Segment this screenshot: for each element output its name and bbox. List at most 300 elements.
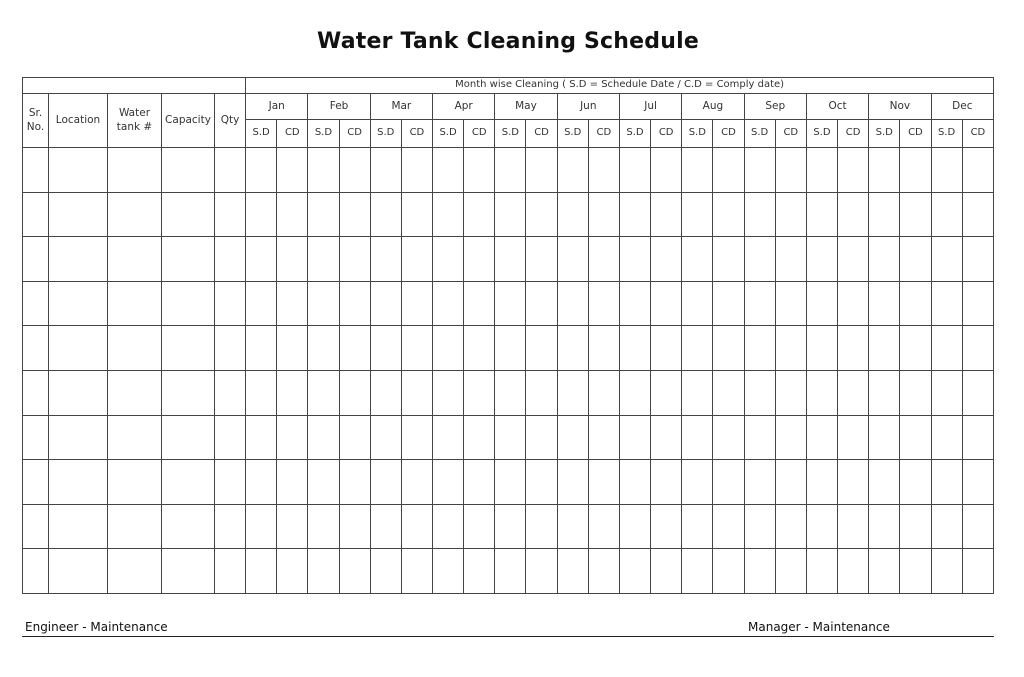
table-cell[interactable] bbox=[619, 326, 650, 371]
table-cell[interactable] bbox=[900, 326, 931, 371]
table-cell[interactable] bbox=[619, 192, 650, 237]
table-cell[interactable] bbox=[162, 148, 215, 193]
table-cell[interactable] bbox=[962, 415, 994, 460]
table-cell[interactable] bbox=[308, 326, 339, 371]
table-cell[interactable] bbox=[108, 192, 162, 237]
table-cell[interactable] bbox=[339, 281, 370, 326]
table-cell[interactable] bbox=[588, 415, 619, 460]
table-cell[interactable] bbox=[246, 237, 277, 282]
table-cell[interactable] bbox=[49, 415, 108, 460]
table-cell[interactable] bbox=[339, 192, 370, 237]
table-cell[interactable] bbox=[215, 460, 246, 505]
table-cell[interactable] bbox=[23, 415, 49, 460]
table-cell[interactable] bbox=[495, 192, 526, 237]
table-cell[interactable] bbox=[744, 326, 775, 371]
manager-signature-label: Manager - Maintenance bbox=[748, 620, 890, 634]
table-cell[interactable] bbox=[838, 415, 869, 460]
table-cell[interactable] bbox=[962, 192, 994, 237]
table-cell[interactable] bbox=[869, 460, 900, 505]
table-cell[interactable] bbox=[557, 237, 588, 282]
table-cell[interactable] bbox=[370, 460, 401, 505]
table-cell[interactable] bbox=[557, 326, 588, 371]
table-cell[interactable] bbox=[682, 148, 713, 193]
table-cell[interactable] bbox=[838, 281, 869, 326]
table-cell[interactable] bbox=[900, 281, 931, 326]
table-cell[interactable] bbox=[370, 148, 401, 193]
table-cell[interactable] bbox=[744, 370, 775, 415]
table-cell[interactable] bbox=[526, 281, 557, 326]
table-cell[interactable] bbox=[401, 281, 432, 326]
table-cell[interactable] bbox=[682, 460, 713, 505]
table-cell[interactable] bbox=[162, 281, 215, 326]
table-cell[interactable] bbox=[339, 148, 370, 193]
table-cell[interactable] bbox=[464, 192, 495, 237]
table-cell[interactable] bbox=[713, 549, 744, 594]
table-cell[interactable] bbox=[931, 326, 962, 371]
table-cell[interactable] bbox=[588, 504, 619, 549]
table-cell[interactable] bbox=[495, 370, 526, 415]
table-cell[interactable] bbox=[495, 415, 526, 460]
table-cell[interactable] bbox=[108, 237, 162, 282]
table-cell[interactable] bbox=[713, 148, 744, 193]
table-cell[interactable] bbox=[806, 504, 837, 549]
table-cell[interactable] bbox=[49, 460, 108, 505]
table-cell[interactable] bbox=[713, 192, 744, 237]
table-cell[interactable] bbox=[495, 326, 526, 371]
table-cell[interactable] bbox=[651, 281, 682, 326]
table-cell[interactable] bbox=[775, 415, 806, 460]
table-cell[interactable] bbox=[682, 504, 713, 549]
table-cell[interactable] bbox=[401, 237, 432, 282]
table-cell[interactable] bbox=[108, 370, 162, 415]
month-header-oct: Oct bbox=[806, 94, 868, 120]
table-cell[interactable] bbox=[775, 326, 806, 371]
table-cell[interactable] bbox=[806, 192, 837, 237]
table-cell[interactable] bbox=[931, 370, 962, 415]
table-cell[interactable] bbox=[464, 281, 495, 326]
table-cell[interactable] bbox=[495, 549, 526, 594]
table-cell[interactable] bbox=[651, 549, 682, 594]
table-cell[interactable] bbox=[931, 415, 962, 460]
table-cell[interactable] bbox=[308, 192, 339, 237]
table-cell[interactable] bbox=[931, 237, 962, 282]
table-cell[interactable] bbox=[838, 504, 869, 549]
table-cell[interactable] bbox=[433, 460, 464, 505]
table-cell[interactable] bbox=[806, 460, 837, 505]
table-cell[interactable] bbox=[651, 504, 682, 549]
table-cell[interactable] bbox=[433, 326, 464, 371]
table-cell[interactable] bbox=[308, 237, 339, 282]
table-cell[interactable] bbox=[869, 326, 900, 371]
table-cell[interactable] bbox=[713, 326, 744, 371]
table-cell[interactable] bbox=[277, 192, 308, 237]
table-cell[interactable] bbox=[433, 148, 464, 193]
table-cell[interactable] bbox=[931, 549, 962, 594]
table-cell[interactable] bbox=[869, 504, 900, 549]
table-cell[interactable] bbox=[308, 370, 339, 415]
table-cell[interactable] bbox=[526, 549, 557, 594]
table-cell[interactable] bbox=[108, 415, 162, 460]
table-cell[interactable] bbox=[838, 326, 869, 371]
table-cell[interactable] bbox=[401, 192, 432, 237]
table-cell[interactable] bbox=[162, 370, 215, 415]
table-cell[interactable] bbox=[962, 326, 994, 371]
table-cell[interactable] bbox=[869, 549, 900, 594]
table-cell[interactable] bbox=[682, 370, 713, 415]
table-cell[interactable] bbox=[713, 237, 744, 282]
table-cell[interactable] bbox=[495, 148, 526, 193]
table-cell[interactable] bbox=[651, 192, 682, 237]
table-cell[interactable] bbox=[619, 504, 650, 549]
table-cell[interactable] bbox=[277, 549, 308, 594]
table-cell[interactable] bbox=[246, 549, 277, 594]
table-cell[interactable] bbox=[931, 192, 962, 237]
table-cell[interactable] bbox=[775, 237, 806, 282]
table-cell[interactable] bbox=[526, 237, 557, 282]
table-cell[interactable] bbox=[900, 460, 931, 505]
table-row bbox=[23, 549, 994, 594]
table-cell[interactable] bbox=[108, 326, 162, 371]
table-cell[interactable] bbox=[308, 281, 339, 326]
table-cell[interactable] bbox=[869, 237, 900, 282]
table-cell[interactable] bbox=[775, 148, 806, 193]
table-cell[interactable] bbox=[619, 370, 650, 415]
table-cell[interactable] bbox=[619, 237, 650, 282]
table-cell[interactable] bbox=[838, 460, 869, 505]
table-cell[interactable] bbox=[619, 415, 650, 460]
table-cell[interactable] bbox=[277, 504, 308, 549]
table-cell[interactable] bbox=[49, 549, 108, 594]
table-cell[interactable] bbox=[713, 504, 744, 549]
table-cell[interactable] bbox=[370, 370, 401, 415]
table-cell[interactable] bbox=[931, 281, 962, 326]
table-cell[interactable] bbox=[651, 237, 682, 282]
table-cell[interactable] bbox=[162, 326, 215, 371]
table-cell[interactable] bbox=[215, 549, 246, 594]
table-cell[interactable] bbox=[49, 148, 108, 193]
table-cell[interactable] bbox=[775, 549, 806, 594]
table-cell[interactable] bbox=[744, 460, 775, 505]
table-cell[interactable] bbox=[495, 460, 526, 505]
table-cell[interactable] bbox=[108, 148, 162, 193]
table-cell[interactable] bbox=[869, 370, 900, 415]
table-cell[interactable] bbox=[339, 504, 370, 549]
table-cell[interactable] bbox=[108, 281, 162, 326]
table-cell[interactable] bbox=[775, 281, 806, 326]
table-cell[interactable] bbox=[277, 370, 308, 415]
table-cell[interactable] bbox=[464, 504, 495, 549]
table-cell[interactable] bbox=[962, 460, 994, 505]
table-cell[interactable] bbox=[838, 370, 869, 415]
table-cell[interactable] bbox=[900, 237, 931, 282]
table-cell[interactable] bbox=[526, 415, 557, 460]
table-cell[interactable] bbox=[806, 415, 837, 460]
table-cell[interactable] bbox=[588, 148, 619, 193]
table-cell[interactable] bbox=[308, 460, 339, 505]
table-cell[interactable] bbox=[962, 549, 994, 594]
table-cell[interactable] bbox=[806, 148, 837, 193]
table-cell[interactable] bbox=[23, 237, 49, 282]
table-cell[interactable] bbox=[162, 549, 215, 594]
table-cell[interactable] bbox=[931, 148, 962, 193]
table-cell[interactable] bbox=[339, 326, 370, 371]
table-cell[interactable] bbox=[557, 415, 588, 460]
table-cell[interactable] bbox=[433, 281, 464, 326]
table-cell[interactable] bbox=[588, 237, 619, 282]
table-cell[interactable] bbox=[215, 192, 246, 237]
table-cell[interactable] bbox=[744, 549, 775, 594]
table-cell[interactable] bbox=[588, 460, 619, 505]
table-cell[interactable] bbox=[588, 549, 619, 594]
table-cell[interactable] bbox=[775, 192, 806, 237]
table-cell[interactable] bbox=[806, 370, 837, 415]
table-cell[interactable] bbox=[464, 549, 495, 594]
table-cell[interactable] bbox=[277, 237, 308, 282]
table-cell[interactable] bbox=[526, 148, 557, 193]
table-cell[interactable] bbox=[495, 504, 526, 549]
table-cell[interactable] bbox=[526, 326, 557, 371]
table-cell[interactable] bbox=[370, 504, 401, 549]
table-cell[interactable] bbox=[869, 281, 900, 326]
table-cell[interactable] bbox=[401, 326, 432, 371]
table-cell[interactable] bbox=[49, 326, 108, 371]
table-cell[interactable] bbox=[651, 148, 682, 193]
table-cell[interactable] bbox=[49, 237, 108, 282]
table-cell[interactable] bbox=[23, 460, 49, 505]
table-cell[interactable] bbox=[215, 281, 246, 326]
table-cell[interactable] bbox=[464, 370, 495, 415]
table-cell[interactable] bbox=[619, 549, 650, 594]
table-cell[interactable] bbox=[682, 326, 713, 371]
table-cell[interactable] bbox=[215, 148, 246, 193]
table-cell[interactable] bbox=[49, 281, 108, 326]
table-cell[interactable] bbox=[806, 281, 837, 326]
table-cell[interactable] bbox=[557, 192, 588, 237]
table-cell[interactable] bbox=[464, 326, 495, 371]
table-cell[interactable] bbox=[370, 415, 401, 460]
table-cell[interactable] bbox=[619, 148, 650, 193]
table-cell[interactable] bbox=[339, 370, 370, 415]
table-cell[interactable] bbox=[215, 504, 246, 549]
table-cell[interactable] bbox=[775, 504, 806, 549]
table-cell[interactable] bbox=[619, 460, 650, 505]
table-cell[interactable] bbox=[277, 415, 308, 460]
table-cell[interactable] bbox=[900, 370, 931, 415]
table-cell[interactable] bbox=[339, 549, 370, 594]
table-cell[interactable] bbox=[162, 237, 215, 282]
table-cell[interactable] bbox=[682, 415, 713, 460]
table-cell[interactable] bbox=[962, 237, 994, 282]
table-cell[interactable] bbox=[108, 549, 162, 594]
table-cell[interactable] bbox=[838, 237, 869, 282]
table-cell[interactable] bbox=[775, 370, 806, 415]
table-cell[interactable] bbox=[215, 326, 246, 371]
table-cell[interactable] bbox=[464, 148, 495, 193]
table-cell[interactable] bbox=[900, 549, 931, 594]
table-cell[interactable] bbox=[339, 237, 370, 282]
table-cell[interactable] bbox=[401, 504, 432, 549]
table-cell[interactable] bbox=[370, 192, 401, 237]
table-cell[interactable] bbox=[433, 237, 464, 282]
table-cell[interactable] bbox=[775, 460, 806, 505]
table-cell[interactable] bbox=[23, 370, 49, 415]
table-cell[interactable] bbox=[526, 370, 557, 415]
table-cell[interactable] bbox=[526, 460, 557, 505]
table-cell[interactable] bbox=[464, 237, 495, 282]
table-cell[interactable] bbox=[401, 460, 432, 505]
table-cell[interactable] bbox=[931, 460, 962, 505]
table-cell[interactable] bbox=[246, 504, 277, 549]
table-cell[interactable] bbox=[838, 549, 869, 594]
table-cell[interactable] bbox=[370, 549, 401, 594]
table-cell[interactable] bbox=[588, 281, 619, 326]
table-cell[interactable] bbox=[806, 549, 837, 594]
table-cell[interactable] bbox=[557, 148, 588, 193]
table-cell[interactable] bbox=[900, 415, 931, 460]
table-cell[interactable] bbox=[308, 148, 339, 193]
table-cell[interactable] bbox=[215, 370, 246, 415]
table-cell[interactable] bbox=[495, 281, 526, 326]
table-cell[interactable] bbox=[215, 415, 246, 460]
table-cell[interactable] bbox=[246, 415, 277, 460]
table-cell[interactable] bbox=[588, 370, 619, 415]
table-cell[interactable] bbox=[433, 504, 464, 549]
table-cell[interactable] bbox=[401, 370, 432, 415]
table-cell[interactable] bbox=[246, 192, 277, 237]
table-cell[interactable] bbox=[277, 326, 308, 371]
table-cell[interactable] bbox=[277, 148, 308, 193]
table-cell[interactable] bbox=[308, 549, 339, 594]
table-cell[interactable] bbox=[23, 281, 49, 326]
table-cell[interactable] bbox=[557, 460, 588, 505]
table-cell[interactable] bbox=[108, 504, 162, 549]
table-cell[interactable] bbox=[433, 415, 464, 460]
table-cell[interactable] bbox=[108, 460, 162, 505]
schedule-date-header: S.D bbox=[557, 120, 588, 148]
month-header-mar: Mar bbox=[370, 94, 432, 120]
table-cell[interactable] bbox=[162, 460, 215, 505]
table-cell[interactable] bbox=[900, 192, 931, 237]
schedule-date-header: S.D bbox=[682, 120, 713, 148]
table-cell[interactable] bbox=[162, 415, 215, 460]
table-cell[interactable] bbox=[806, 326, 837, 371]
table-cell[interactable] bbox=[651, 370, 682, 415]
table-cell[interactable] bbox=[962, 370, 994, 415]
table-cell[interactable] bbox=[277, 460, 308, 505]
table-cell[interactable] bbox=[526, 504, 557, 549]
table-cell[interactable] bbox=[246, 326, 277, 371]
table-cell[interactable] bbox=[464, 460, 495, 505]
table-cell[interactable] bbox=[588, 192, 619, 237]
table-cell[interactable] bbox=[49, 504, 108, 549]
table-cell[interactable] bbox=[557, 504, 588, 549]
table-cell[interactable] bbox=[744, 281, 775, 326]
table-cell[interactable] bbox=[23, 326, 49, 371]
table-cell[interactable] bbox=[23, 549, 49, 594]
table-cell[interactable] bbox=[713, 281, 744, 326]
table-cell[interactable] bbox=[682, 192, 713, 237]
table-cell[interactable] bbox=[557, 370, 588, 415]
table-cell[interactable] bbox=[401, 415, 432, 460]
table-cell[interactable] bbox=[838, 148, 869, 193]
table-cell[interactable] bbox=[588, 326, 619, 371]
table-cell[interactable] bbox=[682, 549, 713, 594]
month-header-aug: Aug bbox=[682, 94, 744, 120]
table-cell[interactable] bbox=[651, 460, 682, 505]
table-cell[interactable] bbox=[900, 148, 931, 193]
table-cell[interactable] bbox=[744, 415, 775, 460]
table-cell[interactable] bbox=[962, 148, 994, 193]
table-cell[interactable] bbox=[49, 370, 108, 415]
table-cell[interactable] bbox=[308, 415, 339, 460]
table-cell[interactable] bbox=[339, 415, 370, 460]
table-cell[interactable] bbox=[713, 370, 744, 415]
table-cell[interactable] bbox=[370, 326, 401, 371]
schedule-date-header: S.D bbox=[744, 120, 775, 148]
table-cell[interactable] bbox=[162, 192, 215, 237]
table-cell[interactable] bbox=[401, 148, 432, 193]
table-cell[interactable] bbox=[339, 460, 370, 505]
table-cell[interactable] bbox=[651, 415, 682, 460]
sr-no-header: Sr. No. bbox=[23, 94, 49, 148]
table-cell[interactable] bbox=[713, 460, 744, 505]
table-cell[interactable] bbox=[651, 326, 682, 371]
table-cell[interactable] bbox=[744, 192, 775, 237]
table-cell[interactable] bbox=[900, 504, 931, 549]
table-cell[interactable] bbox=[162, 504, 215, 549]
table-cell[interactable] bbox=[682, 281, 713, 326]
table-cell[interactable] bbox=[370, 281, 401, 326]
table-cell[interactable] bbox=[962, 281, 994, 326]
table-cell[interactable] bbox=[433, 549, 464, 594]
table-cell[interactable] bbox=[744, 148, 775, 193]
table-cell[interactable] bbox=[806, 237, 837, 282]
table-cell[interactable] bbox=[23, 148, 49, 193]
table-cell[interactable] bbox=[246, 370, 277, 415]
table-cell[interactable] bbox=[744, 504, 775, 549]
table-cell[interactable] bbox=[495, 237, 526, 282]
month-header-apr: Apr bbox=[433, 94, 495, 120]
table-cell[interactable] bbox=[557, 281, 588, 326]
table-cell[interactable] bbox=[931, 504, 962, 549]
table-cell[interactable] bbox=[744, 237, 775, 282]
table-cell[interactable] bbox=[682, 237, 713, 282]
table-cell[interactable] bbox=[277, 281, 308, 326]
table-cell[interactable] bbox=[619, 281, 650, 326]
table-cell[interactable] bbox=[23, 504, 49, 549]
table-cell[interactable] bbox=[23, 192, 49, 237]
table-cell[interactable] bbox=[838, 192, 869, 237]
table-cell[interactable] bbox=[464, 415, 495, 460]
table-cell[interactable] bbox=[433, 370, 464, 415]
table-cell[interactable] bbox=[557, 549, 588, 594]
table-cell[interactable] bbox=[526, 192, 557, 237]
table-cell[interactable] bbox=[433, 192, 464, 237]
table-cell[interactable] bbox=[215, 237, 246, 282]
table-cell[interactable] bbox=[246, 460, 277, 505]
table-cell[interactable] bbox=[869, 148, 900, 193]
table-cell[interactable] bbox=[308, 504, 339, 549]
table-cell[interactable] bbox=[401, 549, 432, 594]
table-cell[interactable] bbox=[869, 192, 900, 237]
table-cell[interactable] bbox=[370, 237, 401, 282]
table-cell[interactable] bbox=[246, 281, 277, 326]
table-cell[interactable] bbox=[713, 415, 744, 460]
table-cell[interactable] bbox=[962, 504, 994, 549]
table-cell[interactable] bbox=[246, 148, 277, 193]
table-cell[interactable] bbox=[869, 415, 900, 460]
table-cell[interactable] bbox=[49, 192, 108, 237]
